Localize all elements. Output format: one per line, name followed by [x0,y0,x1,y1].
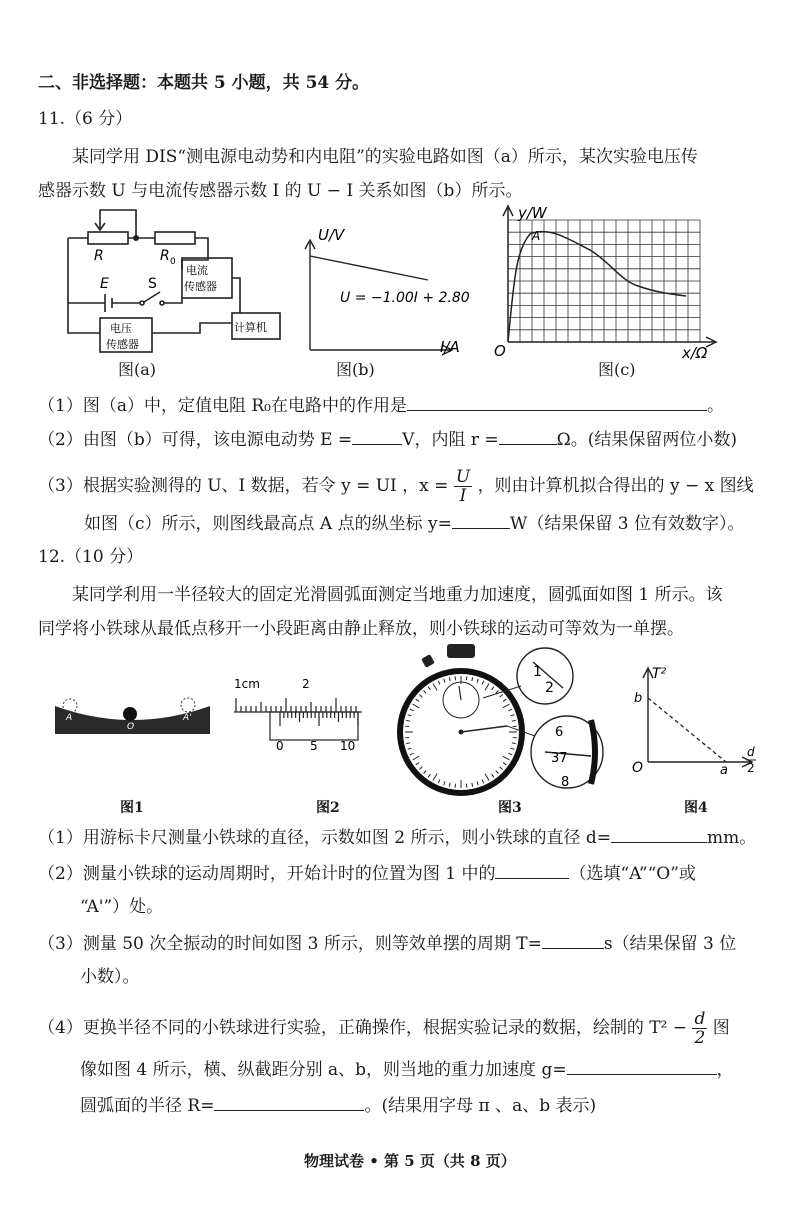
fig-b-x-label: I/A [440,338,460,356]
q12-number: 12.（10 分） [38,547,144,567]
zoom1-label-1: 1 [533,664,542,680]
fig2-2-label: 2 [302,677,310,691]
ball-pos-a2 [181,698,195,712]
fig2-v5-label: 5 [310,739,318,753]
circuit-diagram-a [60,208,285,358]
fig4-origin: O [632,760,644,774]
ball-pos-o [123,707,137,721]
vernier-caliper-fig2 [230,672,365,757]
q11-p3-a: （3）根据实验测得的 U、I 数据，若令 y = UI ，x = [38,476,449,496]
fig1-label-a2: A' [183,713,192,723]
q11-p2-blank-r[interactable] [499,428,557,445]
q11-part3 [38,466,754,506]
arc-surface-fig1 [50,690,215,740]
caption-fig-c: 图(c) [598,360,636,379]
fig2-v10-label: 10 [340,739,356,753]
caption-fig-a: 图(a) [118,360,157,379]
q12-part4 [38,1006,730,1050]
q12-p4-den: 2 [694,1028,706,1048]
fig-b-y-label: U/V [318,226,345,244]
section-title: 二、非选择题：本题共 5 小题，共 54 分。 [38,73,370,93]
current-sensor-label2: 传感器 [184,280,217,293]
zoom2-label-8: 8 [561,775,570,790]
page-footer: 物理试卷 • 第 5 页（共 8 页） [304,1152,516,1170]
computer-label: 计算机 [234,321,267,334]
q12-intro-line2: 同学将小铁球从最低点移开一小段距离由静止释放，则小铁球的运动可等效为一单摆。 [38,619,684,639]
q12-p4-fraction [692,1010,707,1047]
fig-b-equation: U = −1.00I + 2.80 [340,290,470,306]
q12-intro-line1: 某同学利用一半径较大的固定光滑圆弧面测定当地重力加速度，圆弧面如图 1 所示。该 [72,585,723,605]
caption-fig4: 图4 [684,800,708,816]
zoom2-label-37: 37 [551,751,568,766]
ball-pos-a [63,699,77,713]
fig4-a: a [720,763,728,774]
fig4-x-den: 2 [747,761,755,774]
q12-part3 [38,932,736,955]
q12-p1-b: mm。 [706,828,757,848]
q11-p3-d: W（结果保留 3 位有效数字）。 [509,514,745,534]
resistor-r0 [155,232,195,244]
q11-p2-a: （2）由图（b）可得，该电源电动势 E = [38,430,353,450]
label-r0: R [160,248,170,264]
q12-p4-a: （4）更换半径不同的小铁球进行实验，正确操作，根据实验记录的数据，绘制的 T² − [38,1018,688,1038]
q12-p4-num: d [694,1009,706,1029]
q12-p2-blank[interactable] [495,862,569,879]
caption-fig3: 图3 [498,800,522,816]
q12-p4-d: ， [716,1060,734,1080]
caption-fig-b: 图(b) [336,360,375,379]
zoom2-label-6: 6 [555,725,564,740]
q12-p2-a: （2）测量小铁球的运动周期时，开始计时的位置为图 1 中的 [38,864,496,884]
q11-p1-end: 。 [706,396,724,416]
q12-part4-line3 [80,1094,596,1117]
fig-c-y-label: y/W [518,204,547,222]
q12-part2 [38,862,696,885]
label-r: R [94,248,104,264]
current-sensor-label1: 电流 [186,264,208,277]
q12-part3-line2: 小数）。 [80,967,140,987]
q11-part2 [38,428,737,451]
q12-part4-line2 [80,1058,734,1081]
q11-p1-blank[interactable] [407,394,707,411]
caption-fig2: 图2 [316,800,340,816]
fig2-v0-label: 0 [276,739,284,753]
q11-intro-line2: 感器示数 U 与电流传感器示数 I 的 U − I 关系如图（b）所示。 [38,181,523,201]
fig4-y-label: T² [652,666,667,682]
q11-p3-blank[interactable] [452,512,510,529]
fig-c-point-a: A [532,229,541,243]
q11-p3-num: U [455,467,471,487]
label-e: E [100,276,109,292]
q11-p1-text: （1）图（a）中，定值电阻 R₀在电路中的作用是 [38,396,407,416]
voltage-sensor-label1: 电压 [110,322,132,335]
q12-p4-f: 。(结果用字母 π 、a、b 表示) [364,1096,597,1116]
q12-part2-line2: “A'”）处。 [80,897,164,917]
fig4-x-num: d [747,745,755,759]
q12-p4-blank-g[interactable] [567,1058,717,1075]
q11-p2-blank-e[interactable] [352,428,402,445]
label-s: S [148,276,157,292]
q12-p2-b: （选填“A”“O”或 [569,864,696,884]
q11-p3-b: ，则由计算机拟合得出的 y − x 图线 [477,476,754,496]
q12-p1-a: （1）用游标卡尺测量小铁球的直径，示数如图 2 所示，则小铁球的直径 d= [38,828,611,848]
stopwatch-fig3 [395,640,610,800]
q11-intro-line1: 某同学用 DIS“测电源电动势和内电阻”的实验电路如图（a）所示，某次实验电压传 [72,147,698,167]
fig1-label-o: O [127,722,135,732]
ui-line [310,256,428,280]
q11-p2-b: V，内阻 r = [402,430,499,450]
q12-p4-blank-r[interactable] [214,1094,364,1111]
caption-fig1: 图1 [120,800,144,816]
q12-p3-a: （3）测量 50 次全振动的时间如图 3 所示，则等效单摆的周期 T= [38,934,542,954]
fig-c-x-label: x/Ω [682,344,708,360]
q12-part1 [38,826,756,849]
q12-p4-e: 圆弧面的半径 R= [80,1096,215,1116]
yx-curve [508,232,686,342]
yx-graph-c [490,200,730,360]
fig-c-origin: O [494,342,506,360]
zoom1-label-2: 2 [545,680,554,696]
q12-p3-b: s（结果保留 3 位 [603,934,737,954]
q12-p1-blank[interactable] [611,826,707,843]
q11-part1 [38,394,724,417]
q12-p4-b: 图 [712,1018,730,1038]
fig1-label-a: A [66,713,73,723]
q11-p2-c: Ω。(结果保留两位小数) [556,430,737,450]
ui-graph-b [300,222,490,357]
t2-dashed-line [648,698,726,762]
q12-p4-c: 像如图 4 所示，横、纵截距分别 a、b，则当地的重力加速度 g= [80,1060,567,1080]
t2-graph-fig4 [622,662,772,774]
rheostat-r [88,232,128,244]
fig2-1cm-label: 1cm [234,677,260,691]
q11-p3-c: 如图（c）所示，则图线最高点 A 点的纵坐标 y= [84,514,452,534]
q11-number: 11.（6 分） [38,109,133,129]
voltage-sensor-label2: 传感器 [106,338,139,351]
q11-part3-line2 [84,512,744,535]
q11-p3-den: I [459,486,467,506]
q11-p3-fraction [454,468,472,505]
q12-p3-blank[interactable] [542,932,604,949]
fig4-b: b [634,691,643,706]
label-r0-sub: 0 [170,257,176,267]
